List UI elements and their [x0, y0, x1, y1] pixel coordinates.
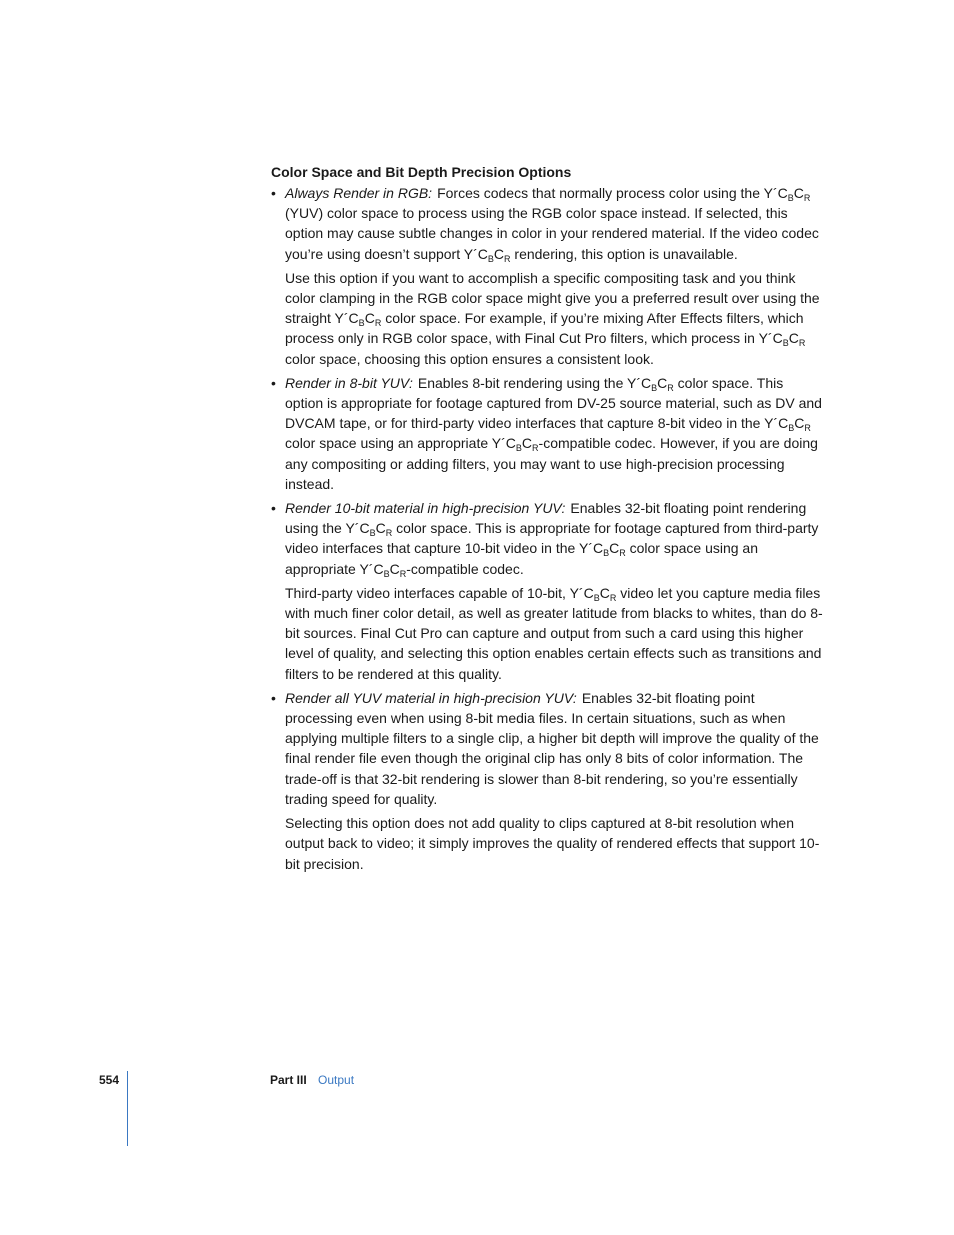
paragraph: Selecting this option does not add quality to clips captured at 8-bit resolution when output back to video; it simply improves the quality of rendered effects that support 10-bit precision.: [285, 815, 820, 872]
paragraph: Render in 8-bit YUV: Enables 8-bit rendering using the $Y´C_BC_R$ color space. This option is appropriate for footage captured from DV-25 source material, such as DV and DVCAM tape, or for third-party video interfaces that capture 8-bit video in the $Y´C_BC_R$ color space using an appropriate $Y´C_BC_R$-compatible codec. However, if you are doing any compositing or adding filters, you may want to use high-precision processing instead.: [285, 374, 822, 492]
ycbcr-term: $Y´C_BC_R$: [758, 330, 806, 349]
option-name: Always Render in RGB:: [285, 185, 433, 201]
ycbcr-term: $Y´C_BC_R$: [578, 540, 626, 559]
page-number: 554: [99, 1073, 120, 1087]
ycbcr-term: $Y´C_BC_R$: [359, 560, 407, 579]
ycbcr-term: $Y´C_BC_R$: [491, 435, 539, 454]
options-list: [271, 183, 823, 874]
footer-part-label: Part III: [270, 1073, 307, 1087]
paragraph: Render all YUV material in high-precision YUV: Enables 32-bit floating point processing even when using 8-bit media files. In certain situations, such as when applying multiple filters to a single clip, a higher bit depth will improve the quality of the final render file even though the original clip has only 8 bits of color information. The trade-off is that 32-bit rendering is slower than 8-bit rendering, so you’re essentially trading speed for quality.: [285, 689, 819, 807]
option-name: Render in 8-bit YUV:: [285, 374, 413, 391]
list-item: [271, 183, 823, 369]
bullet: •: [271, 374, 276, 391]
ycbcr-term: $Y´C_BC_R$: [764, 415, 811, 434]
ycbcr-term: $Y´C_BC_R$: [334, 310, 382, 329]
ycbcr-term: $Y´C_BC_R$: [627, 374, 674, 393]
option-name: Render 10-bit material in high-precision YUV:: [285, 500, 566, 517]
list-item: [271, 688, 823, 874]
paragraph: Render 10-bit material in high-precision YUV: Enables 32-bit floating point rendering using the $Y´C_BC_R$ color space. This is appropriate for footage captured from third-party video interfaces that capture 10-bit video in the $Y´C_BC_R$ color space using an appropriate $Y´C_BC_R$-compatible codec.: [285, 500, 819, 579]
list-item: [271, 498, 823, 684]
bullet: •: [271, 185, 276, 201]
paragraph: Always Render in RGB: Forces codecs that normally process color using the $Y´C_BC_R$ (YUV) color space to process using the RGB color space instead. If selected, this option may cause subtle changes in color in your rendered material. If the video codec you’re using doesn’t support $Y´C_BC_R$ rendering, this option is unavailable.: [285, 185, 819, 264]
bullet: •: [271, 500, 276, 517]
section-heading: Color Space and Bit Depth Precision Options: [271, 164, 572, 180]
option-name: Render all YUV material in high-precision YUV:: [285, 689, 577, 706]
footer-divider: [127, 1071, 128, 1146]
list-item: [271, 373, 823, 494]
paragraph: Use this option if you want to accomplish a specific compositing task and you think color clamping in the RGB color space might give you a preferred result over using the straight $Y´C_BC_R$ color space. For example, if you’re mixing After Effects filters, which process only in RGB color space, with Final Cut Pro filters, which process in $Y´C_BC_R$ color space, choosing this option ensures a consistent look.: [285, 269, 820, 367]
ycbcr-term: $Y´C_BC_R$: [569, 584, 617, 603]
paragraph: Third-party video interfaces capable of 10-bit, $Y´C_BC_R$ video let you capture media files with much finer color detail, as well as greater latitude from blacks to whites, than do 8-bit sources. Final Cut Pro can capture and output from such a card using this higher level of quality, and selecting this option enables certain effects such as transitions and filters to be rendered at this quality.: [285, 584, 823, 682]
ycbcr-term: $Y´C_BC_R$: [345, 520, 393, 539]
ycbcr-term: $Y´C_BC_R$: [763, 185, 811, 203]
bullet: •: [271, 689, 276, 706]
main-content: [271, 162, 823, 878]
ycbcr-term: $Y´C_BC_R$: [463, 245, 511, 264]
footer-section-link[interactable]: Output: [318, 1073, 355, 1087]
